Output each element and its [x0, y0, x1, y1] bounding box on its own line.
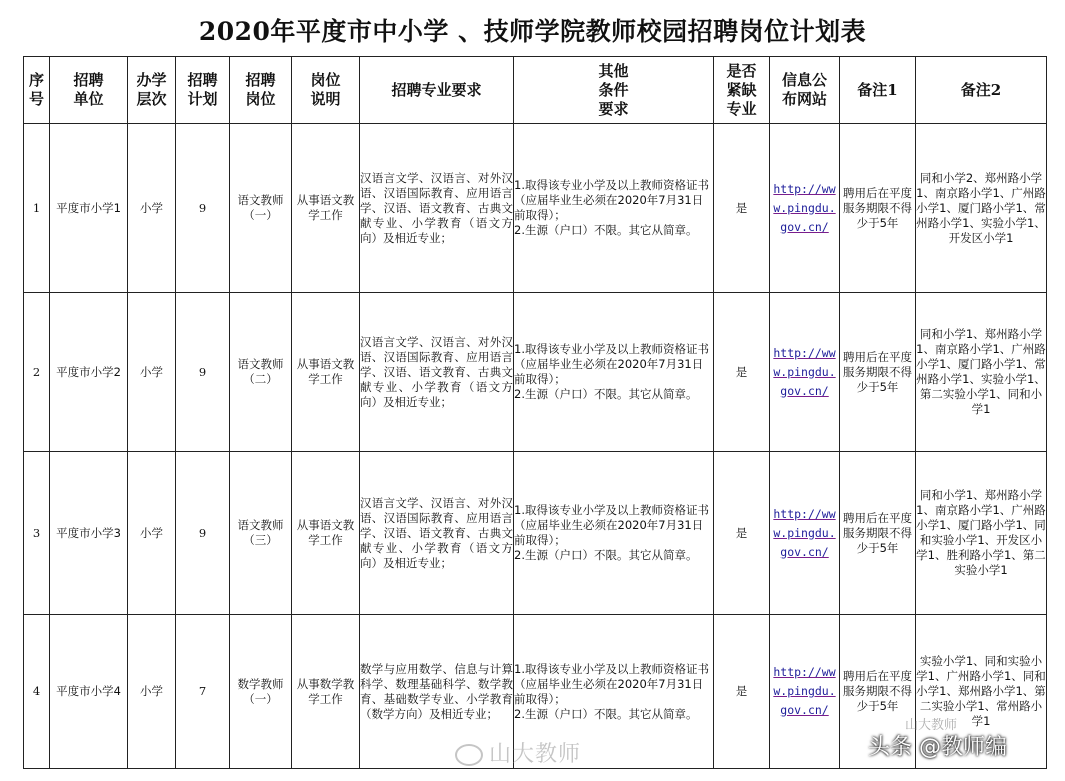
cell-conditions: [514, 452, 714, 615]
cell-major: 汉语言文学、汉语言、对外汉语、汉语国际教育、应用语言学、汉语、语文教育、古典文献专业、小学教育（语文方向）及相近专业；: [360, 293, 514, 452]
header-plan: 招聘 计划: [176, 57, 230, 124]
condition-line: 2.生源（户口）不限。其它从简章。: [514, 706, 698, 721]
cell-site: [770, 452, 840, 615]
cell-level: 小学: [128, 124, 176, 293]
header-desc: 岗位 说明: [292, 57, 360, 124]
cell-desc: 从事数学教学工作: [292, 615, 360, 769]
cell-note1: 聘用后在平度服务期限不得少于5年: [840, 452, 916, 615]
condition-line: 2.生源（户口）不限。其它从简章。: [514, 223, 698, 237]
site-link[interactable]: http://www.pingdu.gov.cn/: [773, 345, 836, 398]
cell-plan: 7: [176, 615, 230, 769]
site-link[interactable]: http://www.pingdu.gov.cn/: [773, 181, 836, 234]
toutiao-watermark: 头条 @教师编: [868, 735, 1007, 760]
cell-plan: 9: [176, 124, 230, 293]
table-header-row: [24, 57, 1047, 124]
weibo-watermark: 山大教师: [455, 737, 581, 768]
cell-shortage: 是: [714, 124, 770, 293]
table-row: [24, 124, 1047, 293]
cell-desc: 从事语文教学工作: [292, 293, 360, 452]
cell-post: 语文教师（一）: [230, 124, 292, 293]
cell-level: 小学: [128, 452, 176, 615]
cell-post: 语文教师（三）: [230, 452, 292, 615]
table-row: [24, 452, 1047, 615]
condition-line: 1.取得该专业小学及以上教师资格证书（应届毕业生必须在2020年7月31日前取得）；: [514, 661, 709, 706]
cell-level: 小学: [128, 293, 176, 452]
cell-level: 小学: [128, 615, 176, 769]
header-post: 招聘 岗位: [230, 57, 292, 124]
header-shortage: 是否 紧缺 专业: [714, 57, 770, 124]
channel-watermark: 山大教师: [905, 718, 958, 733]
header-level: 办学 层次: [128, 57, 176, 124]
cell-desc: 从事语文教学工作: [292, 124, 360, 293]
cell-note2: 同和小学1、郑州路小学1、南京路小学1、广州路小学1、厦门路小学1、同和实验小学1、开发区小学1、胜利路小学1、第二实验小学1: [916, 452, 1047, 615]
header-seq: 序 号: [24, 57, 50, 124]
site-link[interactable]: http://www.pingdu.gov.cn/: [773, 665, 836, 717]
cell-seq: 2: [24, 293, 50, 452]
condition-line: 2.生源（户口）不限。其它从简章。: [514, 387, 698, 401]
cell-note2: 同和小学2、郑州路小学1、南京路小学1、广州路小学1、厦门路小学1、常州路小学1、实验小学1、开发区小学1: [916, 124, 1047, 293]
header-site: 信息公 布网站: [770, 57, 840, 124]
cell-unit: 平度市小学2: [50, 293, 128, 452]
cell-unit: 平度市小学4: [50, 615, 128, 769]
recruitment-plan-table: [23, 56, 1047, 769]
cell-post: 数学教师（一）: [230, 615, 292, 769]
site-link[interactable]: http://www.pingdu.gov.cn/: [773, 506, 836, 559]
weibo-logo-icon: [455, 744, 483, 766]
cell-unit: 平度市小学1: [50, 124, 128, 293]
header-other: 其他 条件 要求: [514, 57, 714, 124]
cell-shortage: 是: [714, 293, 770, 452]
condition-line: 1.取得该专业小学及以上教师资格证书（应届毕业生必须在2020年7月31日前取得）；: [514, 503, 709, 547]
cell-site: [770, 615, 840, 769]
cell-seq: 4: [24, 615, 50, 769]
cell-shortage: 是: [714, 615, 770, 769]
cell-unit: 平度市小学3: [50, 452, 128, 615]
cell-major: 数学与应用数学、信息与计算科学、数理基础科学、数学教育、基础数学专业、小学教育（数学方向）及相近专业；: [360, 615, 514, 769]
cell-note1: 聘用后在平度服务期限不得少于5年: [840, 124, 916, 293]
cell-site: [770, 293, 840, 452]
cell-note2: 实验小学1、同和实验小学1、广州路小学1、同和小学1、郑州路小学1、第二实验小学1、常州路小学1: [916, 615, 1047, 769]
cell-plan: 9: [176, 452, 230, 615]
cell-major: 汉语言文学、汉语言、对外汉语、汉语国际教育、应用语言学、汉语、语文教育、古典文献专业、小学教育（语文方向）及相近专业；: [360, 124, 514, 293]
condition-line: 1.取得该专业小学及以上教师资格证书（应届毕业生必须在2020年7月31日前取得）；: [514, 342, 709, 386]
cell-seq: 3: [24, 452, 50, 615]
cell-desc: 从事语文教学工作: [292, 452, 360, 615]
cell-post: 语文教师（二）: [230, 293, 292, 452]
cell-note1: 聘用后在平度服务期限不得少于5年: [840, 293, 916, 452]
header-note1: 备注1: [840, 57, 916, 124]
cell-site: [770, 124, 840, 293]
header-unit: 招聘 单位: [50, 57, 128, 124]
cell-plan: 9: [176, 293, 230, 452]
table-row: [24, 293, 1047, 452]
header-note2: 备注2: [916, 57, 1047, 124]
page-title: 2020年平度市中小学 、技师学院教师校园招聘岗位计划表: [198, 17, 867, 46]
cell-note2: 同和小学1、郑州路小学1、南京路小学1、广州路小学1、厦门路小学1、常州路小学1、实验小学1、第二实验小学1、同和小学1: [916, 293, 1047, 452]
cell-conditions: [514, 293, 714, 452]
cell-major: 汉语言文学、汉语言、对外汉语、汉语国际教育、应用语言学、汉语、语文教育、古典文献专业、小学教育（语文方向）及相近专业；: [360, 452, 514, 615]
condition-line: 2.生源（户口）不限。其它从简章。: [514, 548, 698, 562]
cell-note1: 聘用后在平度服务期限不得少于5年: [840, 615, 916, 769]
cell-shortage: 是: [714, 452, 770, 615]
cell-seq: 1: [24, 124, 50, 293]
cell-conditions: [514, 124, 714, 293]
header-major: 招聘专业要求: [360, 57, 514, 124]
condition-line: 1.取得该专业小学及以上教师资格证书（应届毕业生必须在2020年7月31日前取得）；: [514, 178, 709, 222]
